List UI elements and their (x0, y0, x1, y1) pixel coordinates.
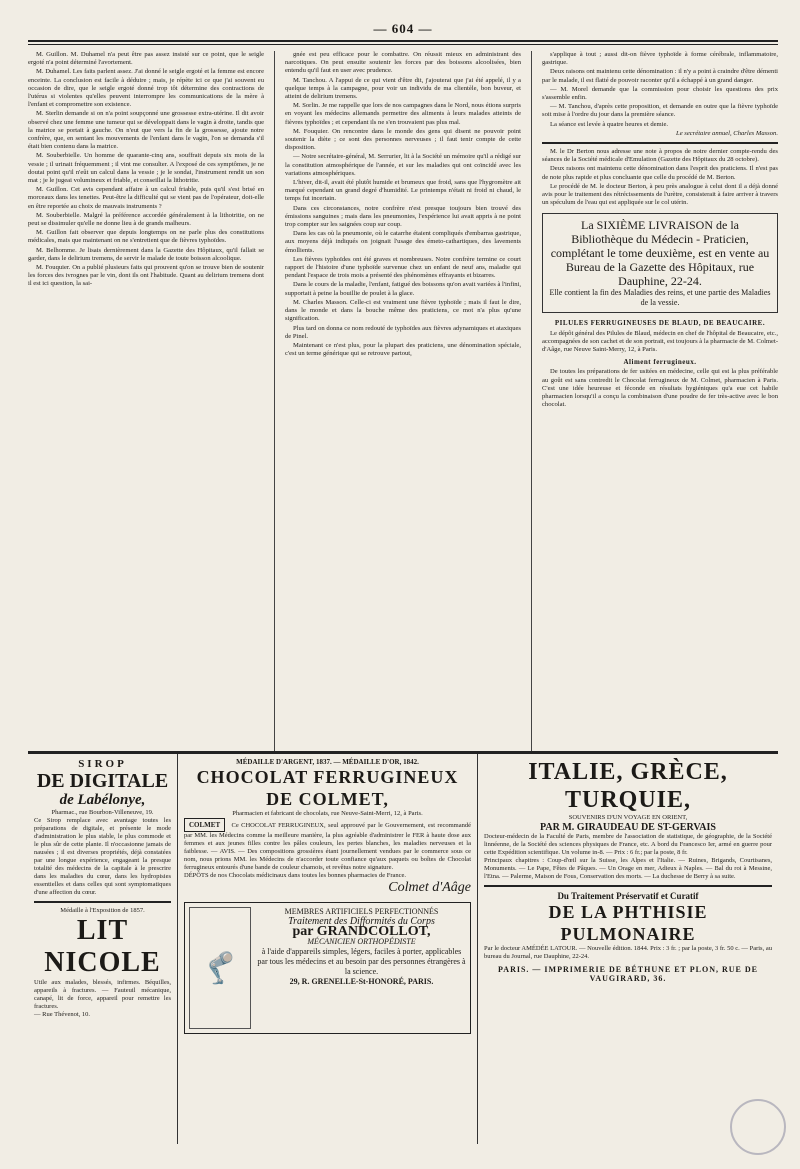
grandcollot-ad (184, 902, 471, 1034)
paragraph: Les fièvres typhoïdes ont été graves et nombreuses. Notre confrère termine ce court rapport de l'histoire d'une typhoïde survenue chez un enfant de neuf ans, maladie qui pendant l'espace de trois mois a présenté des phénomènes effrayants et bizarres. (285, 255, 521, 280)
paragraph: Le procédé de M. le docteur Berton, à peu près analogue à celui dont il a déjà donné avis pour le traitement des rétrécissements de l'urètre, consisterait à faire arriver à travers un spéculum de l'eau qui est appliquée sur le col utérin. (542, 182, 778, 207)
chocolat-body (184, 818, 471, 872)
paragraph: L'hiver, dit-il, avait été plutôt humide et brumeux que froid, sans que l'hygromètre ait marqué cependant un grand degré d'humidité. Le printemps n'était ni froid ni chaud, le temps fut incertain. (285, 179, 521, 203)
lit-text: Utile aux malades, blessés, infirmes. Béquilles, appareils à fractures. — Fauteuil mécanique, canapé, lit de force, appareil pour remettre les fractures. (34, 979, 171, 1010)
aliment-heading: Aliment ferrugineux. (623, 358, 697, 367)
gc-text: à l'aide d'appareils simples, légers, faciles à porter, applicables par tous les médecins et au besoin par des personnes étrangères à la science. (257, 947, 466, 976)
paragraph: M. Guillon. M. Duhamel n'a peut être pas assez insisté sur ce point, que le seigle ergoté n'a point déterminé l'avortement. (28, 51, 264, 67)
section-rule (542, 142, 778, 144)
column-divider (531, 51, 532, 751)
column-2 (285, 51, 521, 751)
phthisie-text: Par le docteur AMÉDÉE LATOUR. — Nouvelle édition. 1844. Prix : 3 fr. ; par la poste, 3 fr. 50 c. — Paris, au bureau du Journal, rue Dauphine, 22-24. (484, 945, 772, 960)
expo-medal: Médaille à l'Exposition de 1857. (60, 907, 145, 914)
sixieme-sub: Elle contient la fin des Maladies des reins, et une partie des Maladies de la vessie. (549, 288, 771, 308)
medals-line: MÉDAILLE D'ARGENT, 1837. — MÉDAILLE D'OR, 1842. (236, 758, 419, 766)
ad-italie-grece-turquie (478, 754, 778, 1144)
sixieme-title: La SIXIÈME LIVRAISON de la Bibliothèque du Médecin - Praticien, complétant le tome deuxième, est en vente au Bureau de la Gazette des Hôpitaux, rue Dauphine, 22-24. (550, 218, 770, 289)
italie-chapters: Principaux chapitres : Coup-d'œil sur la Suisse, les Alpes et l'Italie. — Ruines, Brigands, Courtisanes, Monuments. — Le Pape, Fêtes de Pâques. — Un Orage en mer, Adieux à Naples. — Bal du roi à Messine, l'Etna. — Palerme, Maison de Fous, Conservation des morts. — La duchesse de Berry à sa suite. (484, 857, 772, 880)
gc-title: Traitement des Difformités du Corps (288, 916, 435, 927)
phthisie-head: Du Traitement Préservatif et Curatif (557, 891, 699, 901)
italie-subtitle: SOUVENIRS D'UN VOYAGE EN ORIENT, (568, 814, 688, 821)
paragraph: M. Duhamel. Les faits parlent assez. J'ai donné le seigle ergoté et la femme est encore enceinte. La conclusion est facile à déduire ; mais, je répète ici ce que j'ai souvent eu occasion de dire, que le seigle ergoté donné trop tôt détermine des contractions de l'utérus si violentes qu'elles peuvent interrompre les communications de la mère à l'enfant et compromettre son existence. (28, 68, 264, 109)
paragraph: Dans le cours de la maladie, l'enfant, fatigué des boissons qu'on avait variées à l'infini, supportait à peine la bouillie de poulet à la glace. (285, 281, 521, 297)
colmet-signature: Colmet d'Aâge (388, 880, 471, 895)
italie-author: PAR M. GIRAUDEAU DE ST-GERVAIS (540, 822, 716, 833)
paragraph: M. Tanchou. A l'appui de ce qui vient d'être dit, j'ajouterai que j'ai été appelé, il y a quelque temps à la campagne, pour voir un individu de ma clientèle, bon buveur, et atteint de delirium tremens. (285, 76, 521, 101)
column-3 (542, 51, 778, 751)
colmet-logo: COLMET (184, 818, 225, 832)
paragraph: La séance est levée à quatre heures et demie. (550, 120, 669, 128)
paragraph: Deux raisons ont maintenu cette dénomination : il n'y a point à craindre d'être démenti par le malade, il est flatté de pouvoir raconter qu'il a échappé à un grand danger. (542, 68, 778, 84)
column-1 (28, 51, 264, 751)
paragraph: M. Fouquier. On rencontre dans le monde des gens qui disent ne pouvoir point soutenir la diète ; ce sont des personnes nerveuses ; il faut tenir compte de cette disposition. (285, 127, 521, 152)
paragraph: M. Sorlin. Je me rappelle que lors de nos campagnes dans le Nord, nous étions surpris en voyant les médecins allemands permettre des aliments à leurs malades atteints de fièvres typhoïdes ; et cependant ils ne s'en trouvaient pas plus mal. (285, 102, 521, 126)
paragraph: — M. Morel demande que la commission pour choisir les questions des prix s'assemble enfin. (542, 85, 778, 102)
paragraph: M. Sterlin demande si on n'a point soupçonné une grossesse extra-utérine. Il dit avoir observé chez une femme une tumeur qui se développait dans le vagin à droite, tandis que la matrice se portait à gauche. On n'eut que vers la fin de la grossesse, ajoute notre confrère, que, en sentant les mouvements de l'enfant dans le vagin, l'on se demanda s'il était bien contenu dans la matrice. (28, 110, 264, 151)
paragraph: M. Charles Masson. Celle-ci est vraiment une fièvre typhoïde ; mais il faut le dire, dans le monde et dans la bouche même des praticiens, ce mot n'a plus qu'une signification. (285, 298, 521, 323)
pilules-heading: PILULES FERRUGINEUSES DE BLAUD, DE BEAUCAIRE. (554, 319, 766, 328)
page-number: — 604 — (373, 21, 433, 36)
paragraph: M. Fouquier. On a publié plusieurs faits qui prouvent qu'on se trouve bien de soutenir les forces des ivrognes par le vin, dont ils ont l'habitude. Quant au delirium tremens dont il est ici question, la sai- (28, 264, 264, 288)
paragraph: M. le Dr Berton nous adresse une note à propos de notre dernier compte-rendu des séances de la Société médicale d'Emulation (Gazette des Hôpitaux du 28 octobre). (542, 148, 778, 164)
digitale-address: Pharmac., rue Bourbon-Villeneuve, 19. (51, 809, 154, 816)
paragraph: M. Guillon fait observer que depuis longtemps on ne parle plus des constitutions médicales, mais que maintenant on ne s'entretient que de fièvres typhoïdes. (28, 229, 264, 245)
digitale-title: DE DIGITALE (36, 770, 169, 792)
paragraph: M. Belhomme. Je lisais dernièrement dans la Gazette des Hôpitaux, qu'il fallait se garder, dans le delirium tremens, de servir le malade de toute boisson alcoolique. (28, 246, 264, 262)
aliment-text: De toutes les préparations de fer usitées en médecine, celle qui est la plus préférable au goût est sans contredit le Chocolat ferrugineux de M. Colmet, pharmacien à Paris. C'est une idée heureuse et féconde en résultats hygiéniques qu'a eue cet habile pharmacien lorsqu'il a conçu la combinaison d'une poudre de fer très-active avec le bon chocolat. (542, 368, 778, 409)
lit-address: — Rue Thévenot, 10. (34, 1011, 91, 1018)
ad-rule (34, 901, 171, 903)
column-divider (274, 51, 275, 751)
chocolat-text: Ce CHOCOLAT FERRUGINEUX, seul approuvé par le Gouvernement, est recommandé par MM. les Médecins comme la meilleure manière, la plus agréable d'administrer le FER à haute dose aux femmes et aux jeunes filles contre les pâles couleurs, les pertes blanches, les maladies nerveuses et la faiblesse. — AVIS. — Des compositions grossières étant journellement vendues par le commerce sous ce nom, nous prions MM. les Médecins de n'accorder toute confiance qu'aux paquets ou boîtes de Chocolat ferrugineux entourés d'une bande de couleur chamois, et revêtus notre signature. (184, 822, 472, 871)
chocolat-title: CHOCOLAT FERRUGINEUX DE COLMET, (196, 767, 459, 809)
ad-sirop-digitale (28, 754, 178, 1144)
gc-name: par GRANDCOLLOT, (292, 924, 431, 939)
pilules-text: Le dépôt général des Pilules de Blaud, médecin en chef de l'hôpital de Beaucaire, etc., accompagnées de son cachet et de son portrait, est toujours à la pharmacie de M. Colmet-d'Aâge, rue Neuve Saint-Merry, 12, à Paris. (542, 329, 778, 354)
paragraph: Dans les cas où la pneumonie, où le catarrhe étaient compliqués d'embarras gastrique, aux moyens déjà indiqués on joignait l'usage des émeto-cathartiques, des lavements émollients. (285, 230, 521, 254)
paragraph: — M. Tanchou, d'après cette proposition, et demande en outre que la fièvre typhoïde soit mise à l'ordre du jour dans la première séance. (542, 103, 778, 119)
gc-head: MEMBRES ARTIFICIELS PERFECTIONNÉS (284, 907, 439, 916)
paragraph: M. Souberbielle. Malgré la préférence accordée généralement à la lithotritie, on ne peut se dissimuler qu'elle ne donne lieu à de grands malheurs. (28, 211, 264, 228)
header-rule (28, 40, 778, 45)
lit-nicole-title: LIT NICOLE (44, 915, 161, 978)
secretary-signature: Le secrétaire annuel, Charles Masson. (676, 129, 778, 137)
paragraph: Deux raisons ont maintenu cette dénomination dans l'esprit des praticiens. Il n'est pas de note plus rapide et plus concluante que celle du procédé de M. Berton. (542, 165, 778, 181)
orthopedic-figure-icon: 🦿 (189, 907, 251, 1029)
printer-footer: PARIS. — IMPRIMERIE DE BÉTHUNE ET PLON, RUE DE VAUGIRARD, 36. (498, 965, 758, 983)
italie-title: ITALIE, GRÈCE, TURQUIE, (528, 759, 728, 813)
paragraph: Maintenant ce n'est plus, pour la plupart des praticiens, une dénomination spéciale, c'est un terme générique qui se retrouve partout, (285, 341, 521, 358)
italie-text: Docteur-médecin de la Faculté de Paris, membre de l'association de statistique, de géographie, de la Société linnéenne, de la Société des sciences physiques de France, etc. A bord du Francesco Ier, armé en guerre pour cette Expédition scientifique. Un volume in-8. — Prix : 6 fr.; par la poste, 8 fr. (484, 833, 772, 856)
library-stamp-icon (730, 1099, 786, 1155)
paragraph: M. Guillon. Cet avis cependant affaire à un calcul friable, puis qu'il s'est brisé en morceaux dans les tenettes. Peut-être la difficulté qui se vient pas de l'opérateur, doit-elle en être reportée au choix de mauvais instruments ? (28, 186, 264, 210)
paragraph: M. Souberbielle. Un homme de quarante-cinq ans, souffrait depuis six mois de la vessie ; il urinait fréquemment ; il vint me consulter. A l'exposé de ces symptômes, je ne doutai point qu'il n'eût un calcul dans la vessie ; je le sondai, l'instrument rendit un son mat ; je le jugeai volumineux et friable, et conseillai la lithotritie. (28, 152, 264, 185)
gc-role: MÉCANICIEN ORTHOPÉDISTE (307, 937, 416, 946)
paragraph: gnée est peu efficace pour le combattre. On réussit mieux en administrant des narcotiques. On peut ensuite soutenir les forces par des boissons alcoolisées, bien entendu qu'il faut en user avec prudence. (285, 51, 521, 75)
phthisie-title: DE LA PHTHISIE PULMONAIRE (548, 902, 708, 944)
labelonye-name: de Labélonye, (59, 792, 146, 808)
grandcollot-text (257, 907, 466, 1029)
paragraph: — Notre secrétaire-général, M. Serrurier, lit à la Société un mémoire qu'il a rédigé sur la constitution atmosphérique de l'année, et sur les maladies qui ont coïncidé avec les variations atmosphériques. (285, 153, 521, 177)
digitale-text: Ce Sirop remplace avec avantage toutes les préparations de digitale, et présente le mode d'administration le plus stable, le plus commode et le plus sûr de cette plante. Il n'occasionne jamais de nausées ; il est diverses propriétés, déjà constatées par une longue expérience, engageant la presque totalité des médecins de la capitale à le prescrire dans les maladies du cœur, dans les hydropisies essentielles et dans celles qui sont symptomatiques d'une affection du cœur. (34, 817, 171, 896)
advertisements (28, 751, 778, 1144)
paragraph: s'applique à tout ; aussi dit-on fièvre typhoïde à forme cérébrale, inflammatoire, gastrique. (542, 51, 778, 67)
ad-rule (484, 885, 772, 887)
chocolat-subtitle: Pharmacien et fabricant de chocolats, rue Neuve-Saint-Merri, 12, à Paris. (232, 810, 423, 817)
paragraph: Plus tard on donna ce nom redouté de typhoïdes aux fièvres adynamiques et ataxiques de Pinel. (285, 324, 521, 340)
newspaper-page (28, 20, 778, 1150)
article-columns (28, 51, 778, 751)
sirop-label: SIROP (78, 758, 127, 770)
sixieme-livraison-notice (542, 213, 778, 313)
chocolat-depot: DÉPÔTS de nos Chocolats médicinaux dans toutes les bonnes pharmacies de France. (184, 872, 407, 879)
gc-address: 29, R. GRENELLE-St-HONORÉ, PARIS. (289, 977, 434, 986)
ad-chocolat-colmet (178, 754, 478, 1144)
paragraph: Dans ces circonstances, notre confrère n'est presque toujours bien trouvé des émissions sanguines ; mais dans les pneumonies, l'expérience lui avait appris à ne point trop compter sur les saignées coup sur coup. (285, 204, 521, 229)
